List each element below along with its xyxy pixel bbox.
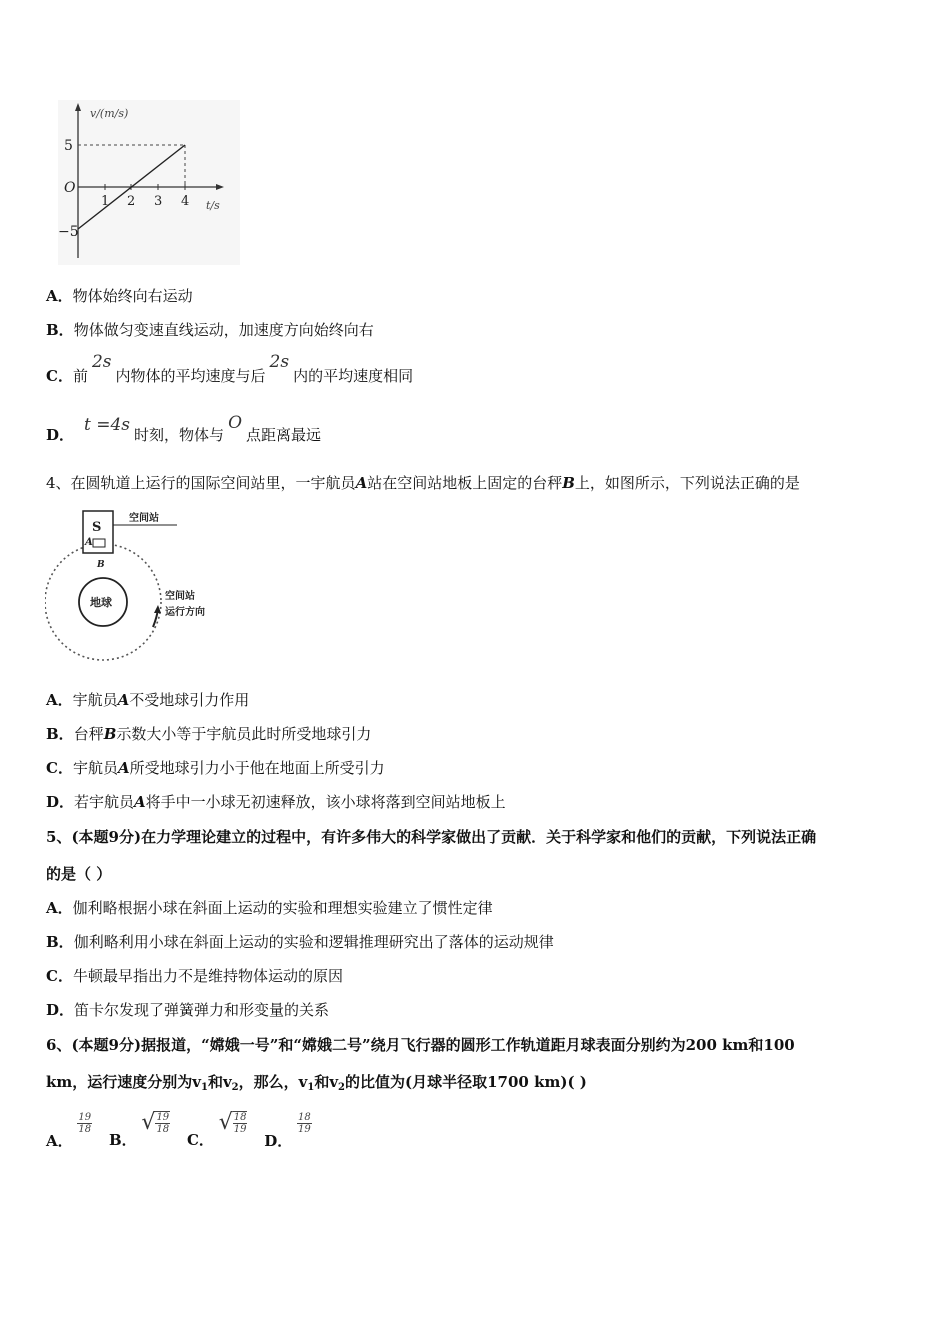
sqrt-icon: √ [141,1110,156,1135]
q4-option-d [46,792,506,812]
q6-option-b [108,1110,170,1149]
question-text: 上，如图所示，下列说法正确的是 [574,474,800,492]
var-a: A [117,759,130,777]
option-text: 台秤 [73,725,104,743]
q3-option-d [46,413,322,445]
q6-stem-line1 [46,1035,795,1055]
option-letter: D． [264,1131,293,1150]
fraction [155,1111,170,1135]
space-station-figure [45,505,245,665]
q3-option-c [46,352,414,386]
fraction-num: 19 [156,1111,170,1123]
x-tick-3: 3 [154,194,163,209]
y-axis-label: v/(m/s) [90,107,129,120]
option-letter: D． [46,793,75,811]
q6-options [46,1110,312,1150]
vt-graph [58,100,240,265]
fraction-num: 18 [298,1112,311,1123]
option-letter: B． [46,321,74,339]
question-text: (本题9分)在力学理论建立的过程中，有许多伟大的科学家做出了贡献．关于科学家和他们的贡献，下列说法正确 [71,828,817,846]
q6-option-a [46,1112,92,1150]
option-text: 不受地球引力作用 [129,691,250,709]
question-text: 的比值为(月球半径取1700 km)( ) [345,1073,587,1091]
origin-label: O [64,180,76,196]
option-letter: C． [46,367,73,385]
var-a: A [117,691,130,709]
fraction-den: 19 [298,1124,311,1135]
option-letter: B． [46,933,74,951]
option-letter: D． [46,426,75,444]
question-number: 6、 [46,1036,72,1054]
question-number: 4、 [46,474,71,492]
subscript: 1 [200,1082,208,1093]
x-tick-2: 2 [127,194,136,209]
q5-stem-line1 [46,827,816,847]
option-text: 物体始终向右运动 [72,287,193,305]
option-letter: C． [46,759,73,777]
var-a: A [355,474,368,492]
question-text: 在圆轨道上运行的国际空间站里，一宇航员 [70,474,356,492]
q5-option-c [46,966,343,986]
q6-option-c [186,1110,248,1149]
fraction [297,1112,312,1135]
option-text: 前 [72,367,88,385]
option-text: 所受地球引力小于他在地面上所受引力 [129,759,385,777]
question-text: 和v [314,1073,339,1091]
var-a: A [134,793,146,811]
option-text: 宇航员 [72,691,118,709]
question-text: (本题9分)据报道，“嫦娥一号”和“嫦娥二号”绕月飞行器的圆形工作轨道距月球表面分别约为200 km和100 [71,1036,795,1054]
x-axis-label: t/s [206,199,220,212]
fraction [77,1112,92,1135]
question-text: 的是（ ） [46,865,112,883]
q4-option-b [46,724,371,744]
question-text: ，那么，v [238,1073,308,1091]
question-text: 站在空间站地板上固定的台秤 [367,474,563,492]
fraction-den: 18 [78,1124,92,1135]
q3-option-b [46,320,374,340]
fraction-den: 18 [156,1123,170,1135]
option-letter: A． [46,1131,73,1150]
q4-option-c [46,758,385,778]
option-letter: B． [46,725,74,743]
scale-icon [93,539,105,547]
option-text: 若宇航员 [74,793,135,811]
person-label: A [85,537,93,548]
q4-option-a [46,690,249,710]
subscript: 2 [231,1082,239,1093]
q3-option-a [46,286,193,306]
math-2s: 2s [91,352,112,372]
q4-stem [46,473,800,493]
x-tick-1: 1 [101,194,110,209]
option-text: 伽利略根据小球在斜面上运动的实验和理想实验建立了惯性定律 [72,899,493,917]
option-letter: A． [46,287,73,305]
math-t-eq-4s: t =4s [84,415,131,435]
option-text: 笛卡尔发现了弹簧弹力和形变量的关系 [74,1001,330,1019]
space-station-svg [45,505,245,665]
var-b: B [103,725,117,743]
fraction-num: 18 [233,1111,247,1123]
station-label: 空间站 [129,513,159,524]
q5-option-a [46,898,493,918]
q5-stem-line2 [46,864,111,884]
option-text: 示数大小等于宇航员此时所受地球引力 [116,725,372,743]
option-letter: A． [46,691,73,709]
math-o: O [228,413,242,433]
fraction [233,1111,248,1135]
person-icon: S [92,520,102,535]
question-text: 和v [207,1073,232,1091]
fraction-num: 19 [78,1112,92,1123]
scale-label: B [97,560,105,570]
option-text: 时刻，物体与 [134,426,225,444]
var-b: B [562,474,575,492]
q6-option-d [264,1112,312,1150]
question-text: km，运行速度分别为v [46,1073,201,1091]
y-tick-neg5: −5 [58,224,79,240]
earth-label: 地球 [90,596,112,609]
subscript: 1 [307,1082,315,1093]
option-letter: C． [186,1130,214,1149]
q5-option-d [46,1000,329,1020]
option-letter: A． [46,899,73,917]
option-letter: B． [108,1130,137,1149]
option-text: 点距离最远 [246,426,322,444]
sqrt-icon: √ [218,1110,233,1135]
option-letter: C． [46,967,73,985]
subscript: 2 [338,1082,346,1093]
q6-stem-line2 [46,1072,587,1098]
direction-label-1: 空间站 [165,591,195,602]
option-text: 宇航员 [72,759,118,777]
fraction-den: 19 [233,1123,247,1135]
question-number: 5、 [46,828,72,846]
option-text: 将手中一小球无初速释放，该小球将落到空间站地板上 [145,793,506,811]
x-tick-4: 4 [181,194,190,209]
option-text: 物体做匀变速直线运动，加速度方向始终向右 [73,321,374,339]
option-text: 伽利略利用小球在斜面上运动的实验和逻辑推理研究出了落体的运动规律 [73,933,554,951]
vt-graph-svg [58,100,240,265]
option-text: 内物体的平均速度与后 [115,367,266,385]
option-text: 内的平均速度相同 [293,367,414,385]
math-2s: 2s [269,352,290,372]
direction-label-2: 运行方向 [165,607,205,618]
option-letter: D． [46,1001,75,1019]
option-text: 牛顿最早指出力不是维持物体运动的原因 [72,967,343,985]
y-tick-5: 5 [64,138,73,154]
q5-option-b [46,932,554,952]
